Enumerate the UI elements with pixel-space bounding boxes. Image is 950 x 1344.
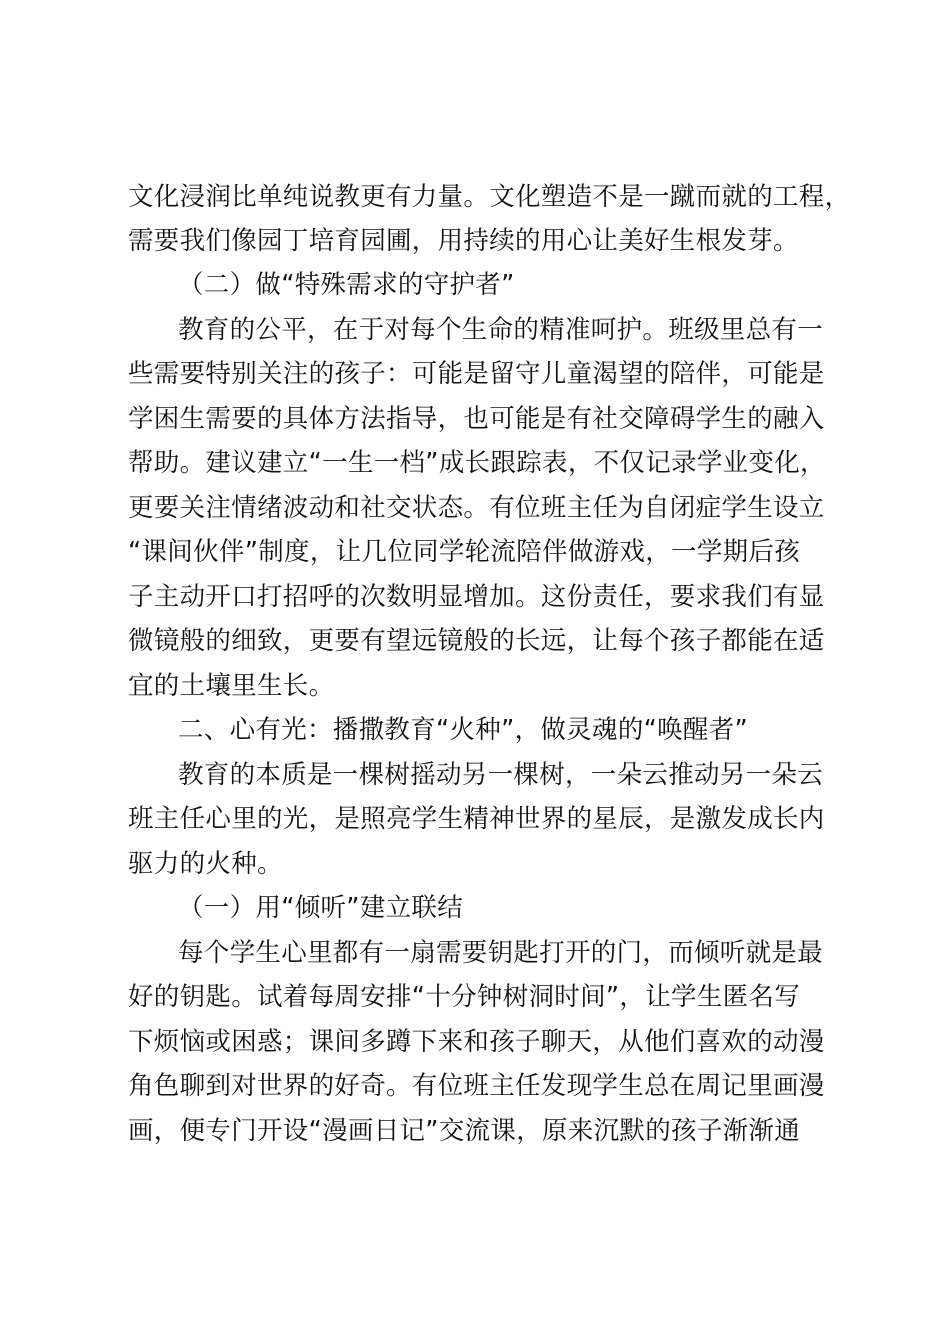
paragraph-line: 角色聊到对世界的好奇。有位班主任发现学生总在周记里画漫 [128,1071,825,1101]
paragraph-line: 微镜般的细致，更要有望远镜般的长远，让每个孩子都能在适 [128,626,825,656]
paragraph-line: 些需要特别关注的孩子：可能是留守儿童渴望的陪伴，可能是 [128,359,825,389]
paragraph-line: 画，便专门开设“漫画日记”交流课，原来沉默的孩子渐渐通 [128,1116,801,1146]
paragraph-line: 下烦恼或困惑；课间多蹲下来和孩子聊天，从他们喜欢的动漫 [128,1027,825,1057]
paragraph-line: 教育的公平，在于对每个生命的精准呵护。班级里总有一 [178,315,824,345]
paragraph-line: 每个学生心里都有一扇需要钥匙打开的门，而倾听就是最 [178,938,824,968]
paragraph-line: 学困生需要的具体方法指导，也可能是有社交障碍学生的融入 [128,404,825,434]
paragraph-line: 教育的本质是一棵树摇动另一棵树，一朵云推动另一朵云 [178,760,824,790]
paragraph-line: 班主任心里的光，是照亮学生精神世界的星辰，是激发成长内 [128,804,825,834]
subsection-heading: （一）用“倾听”建立联结 [178,893,464,923]
paragraph-line: 文化浸润比单纯说教更有力量。文化塑造不是一蹴而就的工程， [128,182,851,212]
paragraph-line: 好的钥匙。试着每周安排“十分钟树洞时间”，让学生匿名写 [128,982,801,1012]
section-heading: 二、心有光：播撒教育“火种”，做灵魂的“唤醒者” [178,715,749,745]
subsection-heading: （二）做“特殊需求的守护者” [178,270,515,300]
paragraph-line: 子主动开口打招呼的次数明显增加。这份责任，要求我们有显 [128,582,825,612]
paragraph-line: 驱力的火种。 [128,849,283,879]
paragraph-line: 需要我们像园丁培育园圃，用持续的用心让美好生根发芽。 [128,226,799,256]
paragraph-line: 帮助。建议建立“一生一档”成长跟踪表，不仅记录学业变化， [128,448,826,478]
paragraph-line: 更要关注情绪波动和社交状态。有位班主任为自闭症学生设立 [128,493,825,523]
paragraph-line: “课间伙伴”制度，让几位同学轮流陪伴做游戏，一学期后孩 [128,537,801,567]
paragraph-line: 宜的土壤里生长。 [128,671,335,701]
